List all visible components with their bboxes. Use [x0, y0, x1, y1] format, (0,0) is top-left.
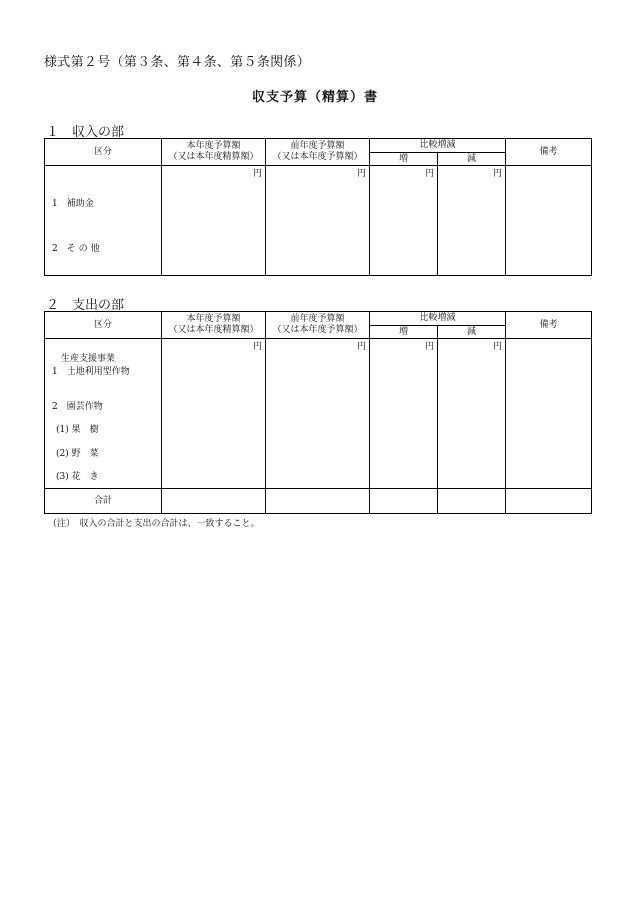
income-category-cell: [45, 166, 162, 276]
header-increase: 増: [370, 153, 438, 166]
expense-item-land-crops: 1 土地利用型作物: [52, 367, 130, 377]
income-current-cell: 円: [162, 166, 266, 276]
total-decrease-cell: [438, 489, 506, 514]
income-previous-cell: 円: [266, 166, 370, 276]
document-title: 収支予算（精算）書: [251, 90, 378, 105]
expense-current-cell: 円: [162, 339, 266, 489]
total-label: 合計: [45, 489, 162, 514]
header-current-budget: [162, 139, 266, 166]
expense-category-cell: [45, 339, 162, 489]
income-increase-cell: 円: [370, 166, 438, 276]
header-previous-line1: 前年度予算額: [290, 141, 345, 151]
header-category: 区分: [45, 312, 162, 339]
header-previous-line2: （又は本年度予算額）: [272, 325, 363, 335]
header-previous-line1: 前年度予算額: [290, 314, 345, 324]
footnote: （注） 収入の合計と支出の合計は、一致すること。: [48, 519, 260, 529]
total-remarks-cell: [506, 489, 592, 514]
header-current-budget: [162, 312, 266, 339]
header-current-line1: 本年度予算額: [186, 141, 241, 151]
header-remarks: 備考: [506, 312, 592, 339]
expense-item-flowers: (3) 花 き: [56, 472, 99, 482]
expense-item-vegetables: (2) 野 菜: [56, 449, 99, 459]
header-previous-line2: （又は本年度予算額）: [272, 152, 363, 162]
total-increase-cell: [370, 489, 438, 514]
expense-increase-cell: 円: [370, 339, 438, 489]
expense-decrease-cell: 円: [438, 339, 506, 489]
header-previous-budget: [266, 312, 370, 339]
header-remarks: 備考: [506, 139, 592, 166]
income-section-heading: １ 収入の部: [46, 125, 125, 140]
header-current-line2: （又は本年度精算額）: [168, 152, 259, 162]
expense-section-heading: ２ 支出の部: [46, 298, 125, 313]
header-comparison: 比較増減: [370, 312, 506, 326]
header-comparison: 比較増減: [370, 139, 506, 153]
income-table: [44, 138, 592, 276]
expense-item-horticulture: 2 園芸作物: [52, 402, 103, 412]
total-current-cell: [162, 489, 266, 514]
expense-previous-cell: 円: [266, 339, 370, 489]
form-number: 様式第２号（第３条、第４条、第５条関係）: [44, 55, 311, 70]
income-decrease-cell: 円: [438, 166, 506, 276]
income-remarks-cell: [506, 166, 592, 276]
header-previous-budget: [266, 139, 370, 166]
expense-table: [44, 311, 592, 514]
expense-remarks-cell: [506, 339, 592, 489]
header-category: 区分: [45, 139, 162, 166]
header-current-line1: 本年度予算額: [186, 314, 241, 324]
total-previous-cell: [266, 489, 370, 514]
header-current-line2: （又は本年度精算額）: [168, 325, 259, 335]
header-increase: 増: [370, 326, 438, 339]
income-item-other: 2 そ の 他: [52, 244, 100, 254]
income-item-subsidy: 1 補助金: [52, 199, 94, 209]
expense-item-production-support: 生産支援事業: [61, 354, 116, 364]
expense-item-fruit: (1) 果 樹: [56, 425, 99, 435]
header-decrease: 減: [438, 153, 506, 166]
header-decrease: 減: [438, 326, 506, 339]
